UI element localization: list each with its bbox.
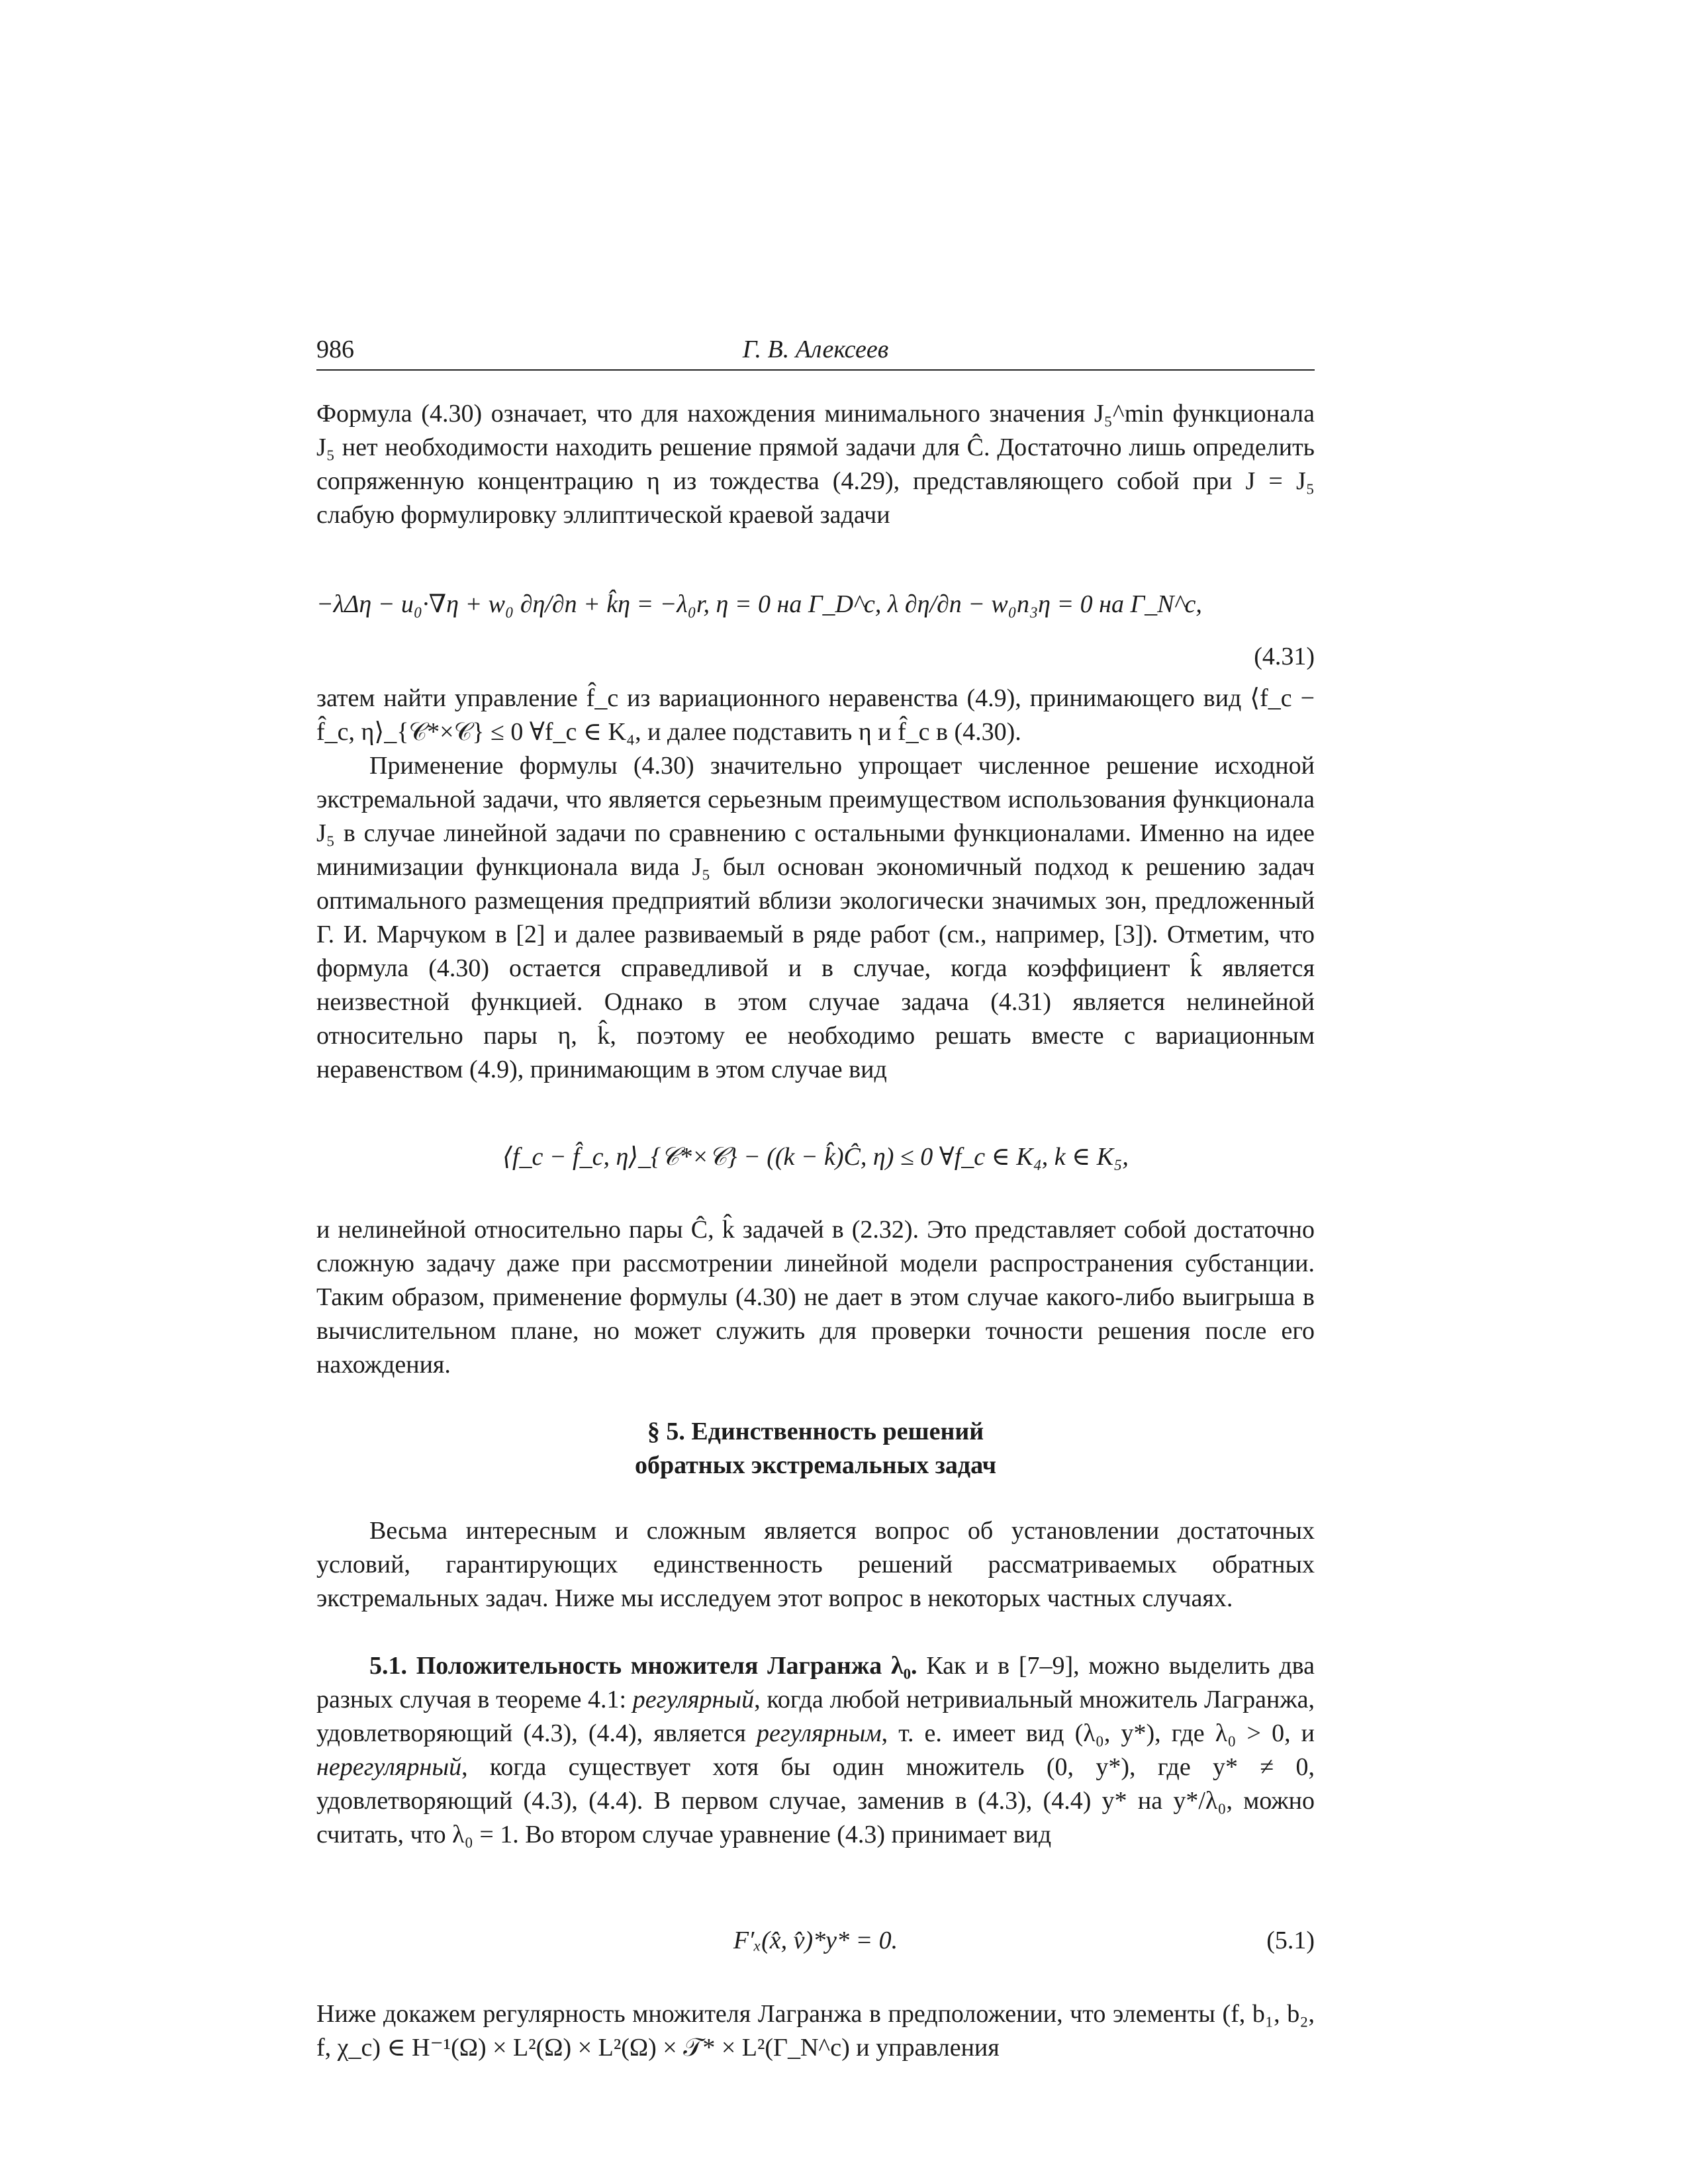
paragraph-control: затем найти управление f̂_c из вариационного неравенства (4.9), принимающего вид ⟨f_c − f̂_c, η⟩_{𝒞*×𝒞} ≤ 0 ∀f_c ∈ K₄, и далее подставить η и f̂_c в (4.30).: [316, 684, 1315, 746]
paragraph-uniqueness: Весьма интересным и сложным является вопрос об установлении достаточных условий, гарантирующих единственность решений рассматриваемых обратных экстремальных задач. Ниже мы исследуем этот вопрос в некоторых частных случаях.: [316, 1517, 1315, 1612]
variational-inequality: [316, 1142, 1315, 1181]
section-heading-line1: § 5. Единственность решений: [647, 1418, 984, 1445]
section-heading: [316, 1415, 1315, 1482]
subsection-5-1: [316, 1649, 1315, 1852]
paragraph-intro: Формула (4.30) означает, что для нахождения минимального значения J₅^min функционала J₅ нет необходимости находить решение прямой задачи для Ĉ. Достаточно лишь определить сопряженную концентрацию η из тождества (4.29), представляющего собой при J = J₅ слабую формулировку эллиптической краевой задачи: [316, 400, 1315, 529]
equation-4-31: [316, 589, 1315, 670]
equation-5-1: [316, 1926, 1315, 1966]
page-number: 986: [316, 336, 354, 363]
paragraph-nonlinear: и нелинейной относительно пары Ĉ, k̂ задачей в (2.32). Это представляет собой достаточно сложную задачу даже при рассмотрении линейной модели распространения субстанции. Таким образом, применение формулы (4.30) не дает в этом случае какого-либо выигрыша в вычислительном плане, но может служить для проверки точности решения после его нахождения.: [316, 1216, 1315, 1379]
paragraph-regularity: Ниже докажем регулярность множителя Лагранжа в предположении, что элементы (f, b₁, b₂, f, χ_c) ∈ H⁻¹(Ω) × L²(Ω) × L²(Ω) × 𝒯* × L²(Γ_N^c) и управления: [316, 2000, 1315, 2062]
paragraph-application: Применение формулы (4.30) значительно упрощает численное решение исходной экстремальной задачи, что является серьезным преимуществом использования функционала J₅ в случае линейной задачи по сравнению с остальными функционалами. Именно на идее минимизации функционала вида J₅ был основан экономичный подход к решению задач оптимального размещения предприятий вблизи экологически значимых зон, предложенный Г. И. Марчуком в [2] и далее развиваемый в ряде работ (см., например, [3]). Отметим, что формула (4.30) остается справедливой и в случае, когда коэффициент k̂ является неизвестной функцией. Однако в этом случае задача (4.31) является нелинейной относительно пары η, k̂, поэтому ее необходимо решать вместе с вариационным неравенством (4.9), принимающим в этом случае вид: [316, 752, 1315, 1083]
term-regular: регулярный: [632, 1686, 755, 1713]
equation-body: −λΔη − u₀·∇η + w₀ ∂η/∂n + k̂η = −λ₀r, η = 0 на Γ_D^c, λ ∂η/∂n − w₀n₃η = 0 на Γ_N^c,: [316, 590, 1202, 618]
subsection-text: , когда существует хотя бы один множитель (0, y*), где y* ≠ 0, удовлетворяющий (4.3), (4.4). В первом случае, заменив в (4.3), (4.4) y* на y*/λ₀, можно считать, что λ₀ = 1. Во втором случае уравнение (4.3) принимает вид: [316, 1753, 1315, 1848]
term-regular-inflected: регулярным: [756, 1719, 882, 1747]
page-header: [316, 335, 1315, 371]
inequality-body: ⟨f_c − f̂_c, η⟩_{𝒞*×𝒞} − ((k − k̂)Ĉ, η) ≤ 0 ∀f_c ∈ K₄, k ∈ K₅,: [502, 1143, 1129, 1171]
subsection-text: , когда любой нетривиальный множитель Лагранжа, удовлетворяющий (4.3), (4.4), является: [316, 1686, 1315, 1747]
subsection-text: , т. е. имеет вид (λ₀, y*), где λ₀ > 0, и: [881, 1719, 1315, 1747]
running-title: Г. В. Алексеев: [742, 336, 889, 363]
equation-number: (4.31): [1254, 643, 1315, 670]
term-irregular: нерегулярный: [316, 1753, 462, 1781]
subsection-text: Как и в [7–9], можно выделить два разных случая в теореме 4.1:: [316, 1652, 1315, 1713]
subsection-heading: 5.1. Положительность множителя Лагранжа λ₀.: [369, 1652, 917, 1680]
section-heading-line2: обратных экстремальных задач: [634, 1451, 997, 1479]
equation-number: (5.1): [1266, 1927, 1315, 1954]
equation-body: F′ₓ(x̂, v̂)*y* = 0.: [733, 1927, 898, 1954]
